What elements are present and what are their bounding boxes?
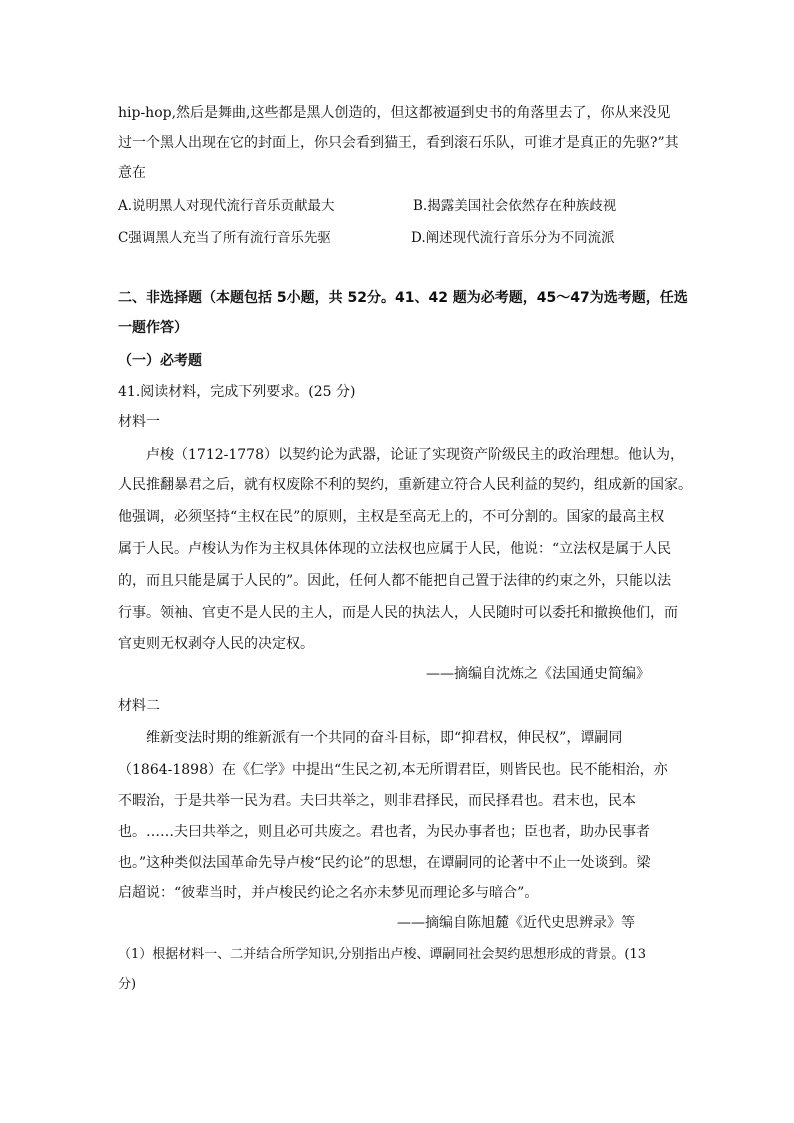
q41-prompt: 41.阅读材料，完成下列要求。(25 分) — [118, 384, 356, 400]
material1-line: 卢梭（1712-1778）以契约论为武器，论证了实现资产阶级民主的政治理想。他认为， — [146, 447, 684, 463]
q40-option-c: C强调黑人充当了所有流行音乐先驱 — [118, 230, 331, 246]
q41-subquestion-1-line-1: （1）根据材料一、二并结合所学知识,分别指出卢梭、谭嗣同社会契约思想形成的背景。(13 — [118, 947, 647, 962]
required-section-heading: （一）必考题 — [118, 353, 202, 369]
material2-line: 启超说：“彼辈当时，并卢梭民约论之名亦未梦见而理论多与暗合”。 — [118, 885, 539, 901]
section2-heading-line-2: 一题作答） — [118, 320, 188, 336]
material2-source: ——摘编自陈旭麓《近代史思辨录》等 — [397, 915, 635, 931]
material1-line: 的，而且只能是属于人民的”。因此，任何人都不能把自己置于法律的约束之外，只能以法 — [118, 573, 672, 589]
q40-option-d: D.阐述现代流行音乐分为不同流派 — [411, 230, 615, 246]
q40-option-a: A.说明黑人对现代流行音乐贡献最大 — [118, 198, 335, 214]
material2-label: 材料二 — [118, 698, 160, 714]
section2-heading-line-1: 二、非选择题（本题包括 5小题，共 52分。41、42 题为必考题，45～47为选考题，任选 — [118, 290, 688, 306]
material1-line: 官吏则无权剥夺人民的决定权。 — [118, 636, 314, 652]
material2-line: 也。……夫曰共举之，则且必可共废之。君也者，为民办事者也；臣也者，助办民事者 — [118, 824, 650, 840]
q40-text-line-1: hip-hop,然后是舞曲,这些都是黑人创造的，但这都被逼到史书的角落里去了，你从来没见 — [118, 105, 671, 121]
material2-line: （1864-1898）在《仁学》中提出“生民之初,本无所谓君臣，则皆民也。民不能相治，亦 — [118, 762, 668, 778]
material2-line: 维新变法时期的维新派有一个共同的奋斗目标，即“抑君权，伸民权”，谭嗣同 — [146, 730, 623, 746]
q40-option-b: B.揭露美国社会依然存在种族歧视 — [413, 198, 617, 214]
material1-source: ——摘编自沈炼之《法国通史简编》 — [426, 666, 650, 682]
q40-text-line-2: 过一个黑人出现在它的封面上，你只会看到猫王，看到滚石乐队，可谁才是真正的先驱?”其 — [118, 135, 679, 151]
material1-line: 他强调，必须坚持“主权在民”的原则，主权是至高无上的，不可分割的。国家的最高主权 — [118, 509, 665, 525]
q41-subquestion-1-line-2: 分) — [118, 977, 137, 992]
material1-label: 材料一 — [118, 414, 160, 430]
material2-line: 不暇治，于是共举一民为君。夫曰共举之，则非君择民，而民择君也。君末也，民本 — [118, 793, 636, 809]
material2-line: 也。”这种类似法国革命先导卢梭“民约论”的思想，在谭嗣同的论著中不止一处谈到。梁 — [118, 855, 651, 871]
q40-text-line-3: 意在 — [118, 165, 146, 181]
material1-line: 人民推翻暴君之后，就有权废除不利的契约，重新建立符合人民利益的契约，组成新的国家。 — [118, 477, 692, 493]
material1-line: 行事。领袖、官吏不是人民的主人，而是人民的执法人，人民随时可以委托和撤换他们，而 — [118, 605, 678, 621]
material1-line: 属于人民。卢梭认为作为主权具体体现的立法权也应属于人民，他说：“立法权是属于人民 — [118, 541, 672, 557]
